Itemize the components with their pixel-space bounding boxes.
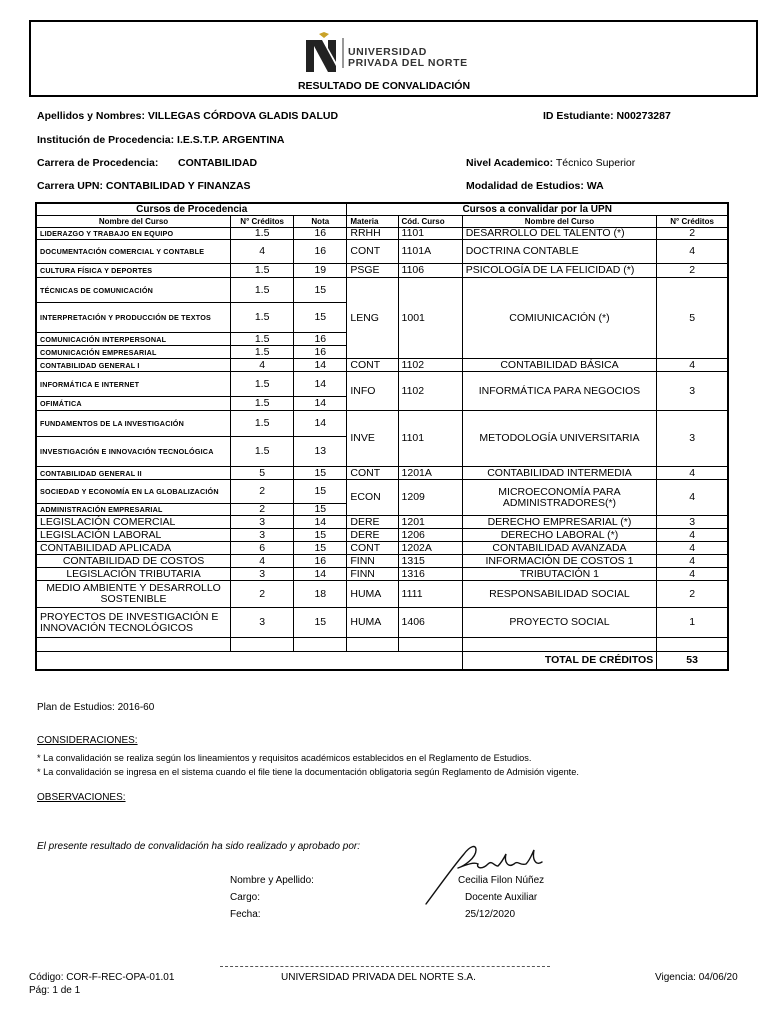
upn-subject: INVE <box>347 411 398 467</box>
upn-course-name: MICROECONOMÍA PARA ADMINISTRADORES(*) <box>462 480 657 516</box>
upn-code: 1111 <box>398 581 462 608</box>
origin-grade: 16 <box>294 240 347 264</box>
origin-course-name: LIDERAZGO Y TRABAJO EN EQUIPO <box>36 228 231 240</box>
origin-credits: 3 <box>231 608 294 638</box>
upn-course-name: CONTABILIDAD INTERMEDIA <box>462 467 657 480</box>
upn-course-name: INFORMACIÓN DE COSTOS 1 <box>462 555 657 568</box>
col-subject: Materia <box>347 216 398 228</box>
approver-name-value: Cecilia Filon Núñez <box>458 875 545 886</box>
upn-course-name: DESARROLLO DEL TALENTO (*) <box>462 228 657 240</box>
origin-course-name: CONTABILIDAD GENERAL II <box>36 467 231 480</box>
origin-grade: 15 <box>294 480 347 504</box>
upn-code: 1101 <box>398 411 462 467</box>
origin-courses-header: Cursos de Procedencia <box>36 203 347 216</box>
origin-credits: 4 <box>231 359 294 372</box>
career-upn-label: Carrera UPN: <box>37 180 103 192</box>
total-credits-label: TOTAL DE CRÉDITOS <box>462 652 657 670</box>
upn-course-name: PROYECTO SOCIAL <box>462 608 657 638</box>
study-modality <box>466 180 604 192</box>
upn-code: 1102 <box>398 359 462 372</box>
origin-course-name: ADMINISTRACIÓN EMPRESARIAL <box>36 504 231 516</box>
origin-course-name: FUNDAMENTOS DE LA INVESTIGACIÓN <box>36 411 231 437</box>
origin-course-name: COMUNICACIÓN EMPRESARIAL <box>36 346 231 359</box>
upn-credits: 3 <box>657 516 728 529</box>
upn-subject: LENG <box>347 278 398 359</box>
upn-subject: CONT <box>347 467 398 480</box>
total-credits-value: 53 <box>657 652 728 670</box>
upn-subject: HUMA <box>347 581 398 608</box>
col-credits: N° Créditos <box>231 216 294 228</box>
empty-row <box>36 638 728 652</box>
origin-grade: 15 <box>294 303 347 333</box>
origin-credits: 3 <box>231 568 294 581</box>
origin-course-name: DOCUMENTACIÓN COMERCIAL Y CONTABLE <box>36 240 231 264</box>
origin-grade: 15 <box>294 467 347 480</box>
origin-grade: 19 <box>294 264 347 278</box>
footer-divider <box>220 966 550 967</box>
upn-subject: ECON <box>347 480 398 516</box>
origin-credits: 2 <box>231 480 294 504</box>
origin-grade: 16 <box>294 228 347 240</box>
academic-level <box>466 157 635 169</box>
origin-credits: 1.5 <box>231 264 294 278</box>
origin-course-name: PROYECTOS DE INVESTIGACIÓN E INNOVACIÓN TECNOLÓGICOS <box>36 608 231 638</box>
career-origin-label <box>37 157 158 169</box>
university-name-line1: UNIVERSIDAD <box>348 46 427 58</box>
table-row <box>36 608 728 638</box>
col-upn-course-name: Nombre del Curso <box>462 216 657 228</box>
convalidation-table <box>35 202 729 671</box>
origin-credits: 6 <box>231 542 294 555</box>
table-row <box>36 467 728 480</box>
upn-course-name: COMIUNICACIÓN (*) <box>462 278 657 359</box>
footer-page: Pág: 1 de 1 <box>29 985 81 996</box>
table-row <box>36 568 728 581</box>
modality-value: WA <box>586 180 604 192</box>
origin-course-name: CONTABILIDAD DE COSTOS <box>36 555 231 568</box>
origin-credits: 2 <box>231 581 294 608</box>
origin-credits: 4 <box>231 240 294 264</box>
upn-code: 1406 <box>398 608 462 638</box>
origin-credits: 2 <box>231 504 294 516</box>
origin-credits: 5 <box>231 467 294 480</box>
upn-course-name: TRIBUTACIÓN 1 <box>462 568 657 581</box>
university-logo <box>302 32 482 74</box>
footer-company: UNIVERSIDAD PRIVADA DEL NORTE S.A. <box>281 972 476 983</box>
upn-course-name: PSICOLOGÍA DE LA FELICIDAD (*) <box>462 264 657 278</box>
origin-credits: 1.5 <box>231 372 294 397</box>
approver-role-value: Docente Auxiliar <box>465 892 538 903</box>
upn-subject: CONT <box>347 240 398 264</box>
upn-code: 1202A <box>398 542 462 555</box>
observations-title: OBSERVACIONES: <box>37 792 126 803</box>
name-label: Apellidos y Nombres: <box>37 110 145 122</box>
table-row <box>36 529 728 542</box>
origin-credits: 1.5 <box>231 437 294 467</box>
origin-grade: 16 <box>294 333 347 346</box>
upn-course-name: CONTABILIDAD BÁSICA <box>462 359 657 372</box>
approver-name-label: Nombre y Apellido: <box>230 875 314 886</box>
institution-label: Institución de Procedencia: <box>37 134 175 146</box>
upn-credits: 3 <box>657 372 728 411</box>
origin-grade: 16 <box>294 555 347 568</box>
origin-course-name: COMUNICACIÓN INTERPERSONAL <box>36 333 231 346</box>
origin-grade: 14 <box>294 411 347 437</box>
origin-course-name: TÉCNICAS DE COMUNICACIÓN <box>36 278 231 303</box>
upn-course-name: DOCTRINA CONTABLE <box>462 240 657 264</box>
upn-credits: 4 <box>657 467 728 480</box>
career-origin-value-text: CONTABILIDAD <box>178 157 258 169</box>
origin-course-name: CULTURA FÍSICA Y DEPORTES <box>36 264 231 278</box>
origin-grade: 18 <box>294 581 347 608</box>
origin-grade: 16 <box>294 346 347 359</box>
upn-subject: PSGE <box>347 264 398 278</box>
upn-subject: INFO <box>347 372 398 411</box>
table-row <box>36 542 728 555</box>
institution-value: I.E.S.T.P. ARGENTINA <box>177 134 285 146</box>
footer-code: Código: COR-F-REC-OPA-01.01 <box>29 972 175 983</box>
origin-grade: 14 <box>294 372 347 397</box>
col-grade: Nota <box>294 216 347 228</box>
origin-grade: 15 <box>294 278 347 303</box>
origin-grade: 14 <box>294 397 347 411</box>
table-row <box>36 240 728 264</box>
origin-course-name: LEGISLACIÓN TRIBUTARIA <box>36 568 231 581</box>
origin-course-name: CONTABILIDAD GENERAL I <box>36 359 231 372</box>
upn-credits: 5 <box>657 278 728 359</box>
origin-grade: 13 <box>294 437 347 467</box>
origin-credits: 1.5 <box>231 278 294 303</box>
id-value: N00273287 <box>616 110 671 122</box>
upn-subject: CONT <box>347 359 398 372</box>
upn-course-name: METODOLOGÍA UNIVERSITARIA <box>462 411 657 467</box>
table-row <box>36 411 728 437</box>
level-label: Nivel Academico: <box>466 157 554 169</box>
upn-credits: 2 <box>657 228 728 240</box>
name-value: VILLEGAS CÓRDOVA GLADIS DALUD <box>147 110 339 122</box>
consideration-2: * La convalidación se ingresa en el sistema cuando el file tiene la documentación obligatoria según Reglamento de Admisión vigente. <box>37 767 579 777</box>
table-row <box>36 264 728 278</box>
upn-course-name: DERECHO EMPRESARIAL (*) <box>462 516 657 529</box>
career-upn-value: CONTABILIDAD Y FINANZAS <box>105 180 251 192</box>
col-code: Cód. Curso <box>398 216 462 228</box>
upn-code: 1315 <box>398 555 462 568</box>
career-origin-value <box>178 157 257 169</box>
origin-credits: 3 <box>231 529 294 542</box>
table-row <box>36 372 728 397</box>
origin-course-name: INFORMÁTICA E INTERNET <box>36 372 231 397</box>
modality-label: Modalidad de Estudios: <box>466 180 584 192</box>
approver-date-label: Fecha: <box>230 909 261 920</box>
origin-credits: 4 <box>231 555 294 568</box>
upn-n-logo-icon <box>302 32 346 74</box>
institution <box>37 134 284 146</box>
upn-subject: FINN <box>347 568 398 581</box>
origin-course-name: CONTABILIDAD APLICADA <box>36 542 231 555</box>
considerations-title: CONSIDERACIONES: <box>37 735 138 746</box>
upn-subject: DERE <box>347 529 398 542</box>
origin-grade: 14 <box>294 359 347 372</box>
upn-subject: HUMA <box>347 608 398 638</box>
origin-grade: 14 <box>294 516 347 529</box>
upn-credits: 4 <box>657 240 728 264</box>
career-upn <box>37 180 251 192</box>
id-label: ID Estudiante: <box>543 110 614 122</box>
upn-course-name: INFORMÁTICA PARA NEGOCIOS <box>462 372 657 411</box>
origin-credits: 1.5 <box>231 346 294 359</box>
upn-code: 1316 <box>398 568 462 581</box>
table-row <box>36 555 728 568</box>
origin-grade: 14 <box>294 568 347 581</box>
upn-code: 1101 <box>398 228 462 240</box>
origin-grade: 15 <box>294 608 347 638</box>
upn-courses-header: Cursos a convalidar por la UPN <box>347 203 728 216</box>
upn-credits: 1 <box>657 608 728 638</box>
upn-credits: 2 <box>657 264 728 278</box>
col-course-name: Nombre del Curso <box>36 216 231 228</box>
upn-code: 1101A <box>398 240 462 264</box>
student-id <box>543 110 671 122</box>
origin-credits: 1.5 <box>231 397 294 411</box>
consideration-1: * La convalidación se realiza según los lineamientos y requisitos académicos establecidos en el Reglamento de Estudios. <box>37 753 532 763</box>
upn-course-name: DERECHO LABORAL (*) <box>462 529 657 542</box>
upn-code: 1201 <box>398 516 462 529</box>
col-upn-credits: N° Créditos <box>657 216 728 228</box>
origin-credits: 3 <box>231 516 294 529</box>
upn-credits: 4 <box>657 568 728 581</box>
origin-credits: 1.5 <box>231 303 294 333</box>
upn-credits: 4 <box>657 542 728 555</box>
origin-course-name: INTERPRETACIÓN Y PRODUCCIÓN DE TEXTOS <box>36 303 231 333</box>
footer-validity: Vigencia: 04/06/20 <box>655 972 738 983</box>
upn-course-name: RESPONSABILIDAD SOCIAL <box>462 581 657 608</box>
student-name <box>37 110 338 122</box>
approver-date-value: 25/12/2020 <box>465 909 516 920</box>
upn-credits: 4 <box>657 359 728 372</box>
table-row <box>36 581 728 608</box>
upn-code: 1001 <box>398 278 462 359</box>
upn-code: 1106 <box>398 264 462 278</box>
career-origin-label-text: Carrera de Procedencia: <box>37 157 159 169</box>
origin-grade: 15 <box>294 542 347 555</box>
upn-credits: 4 <box>657 555 728 568</box>
upn-code: 1209 <box>398 480 462 516</box>
total-row <box>36 652 728 670</box>
origin-credits: 1.5 <box>231 228 294 240</box>
origin-credits: 1.5 <box>231 411 294 437</box>
upn-credits: 4 <box>657 480 728 516</box>
origin-credits: 1.5 <box>231 333 294 346</box>
table-row <box>36 359 728 372</box>
approval-text: El presente resultado de convalidación ha sido realizado y aprobado por: <box>37 841 360 852</box>
origin-course-name: LEGISLACIÓN COMERCIAL <box>36 516 231 529</box>
table-row <box>36 516 728 529</box>
upn-subject: FINN <box>347 555 398 568</box>
upn-code: 1102 <box>398 372 462 411</box>
upn-code: 1206 <box>398 529 462 542</box>
upn-course-name: CONTABILIDAD AVANZADA <box>462 542 657 555</box>
document-title: RESULTADO DE CONVALIDACIÓN <box>297 80 471 92</box>
upn-code: 1201A <box>398 467 462 480</box>
origin-course-name: OFIMÁTICA <box>36 397 231 411</box>
upn-subject: RRHH <box>347 228 398 240</box>
level-value: Técnico Superior <box>555 157 636 169</box>
study-plan: Plan de Estudios: 2016-60 <box>37 702 155 713</box>
origin-grade: 15 <box>294 504 347 516</box>
university-name-line2: PRIVADA DEL NORTE <box>348 57 468 69</box>
upn-credits: 2 <box>657 581 728 608</box>
upn-subject: DERE <box>347 516 398 529</box>
origin-course-name: LEGISLACIÓN LABORAL <box>36 529 231 542</box>
origin-course-name: INVESTIGACIÓN E INNOVACIÓN TECNOLÓGICA <box>36 437 231 467</box>
origin-course-name: MEDIO AMBIENTE Y DESARROLLO SOSTENIBLE <box>36 581 231 608</box>
approver-role-label: Cargo: <box>230 892 261 903</box>
upn-credits: 4 <box>657 529 728 542</box>
upn-subject: CONT <box>347 542 398 555</box>
origin-course-name: SOCIEDAD Y ECONOMÍA EN LA GLOBALIZACIÓN <box>36 480 231 504</box>
upn-credits: 3 <box>657 411 728 467</box>
table-row <box>36 228 728 240</box>
origin-grade: 15 <box>294 529 347 542</box>
table-row <box>36 278 728 303</box>
table-row <box>36 480 728 504</box>
